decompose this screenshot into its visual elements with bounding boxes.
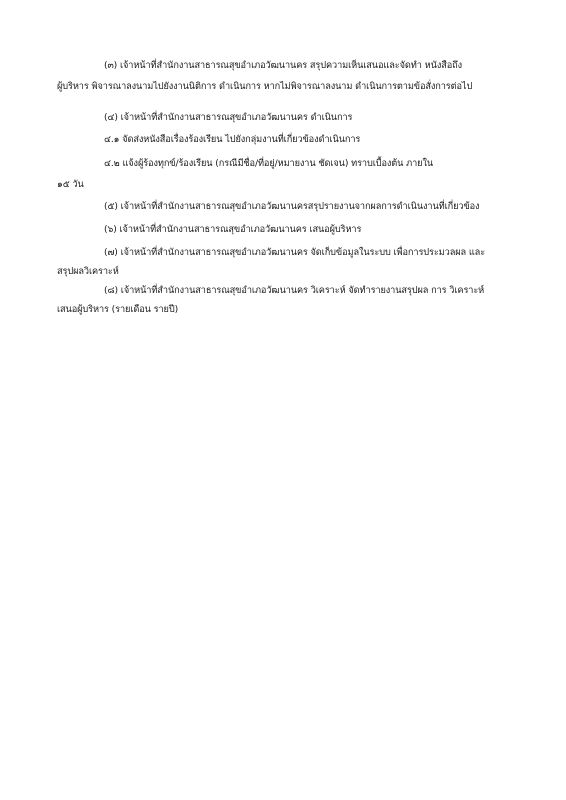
item-4-1: ๔.๑ จัดส่งหนังสือเรื่องร้องเรียน ไปยังกลุ่มงานที่เกี่ยวข้องดำเนินการ — [104, 134, 361, 145]
paragraph-8-line-1: (๘) เจ้าหน้าที่สำนักงานสาธารณสุขอำเภอวัฒนานคร วิเคราะห์ จัดทำรายงานสรุปผล การ วิเคราะห์ — [104, 285, 485, 296]
item-4-2-line-2: ๑๕ วัน — [57, 179, 84, 190]
item-4-2-line-1: ๔.๒ แจ้งผู้ร้องทุกข์/ร้องเรียน (กรณีมีชื่อ/ที่อยู่/หมายงาน ชัดเจน) ทราบเบื้องต้น ภายใน — [104, 158, 434, 169]
paragraph-5: (๕) เจ้าหน้าที่สำนักงานสาธารณสุขอำเภอวัฒนานครสรุปรายงานจากผลการดำเนินงานที่เกี่ยวข้อง — [104, 201, 480, 212]
paragraph-6: (๖) เจ้าหน้าที่สำนักงานสาธารณสุขอำเภอวัฒนานคร เสนอผู้บริหาร — [104, 224, 362, 235]
paragraph-7-line-2: สรุปผลวิเคราะห์ — [57, 266, 119, 277]
paragraph-4: (๔) เจ้าหน้าที่สำนักงานสาธารณสุขอำเภอวัฒนานคร ดำเนินการ — [104, 112, 353, 123]
paragraph-7-line-1: (๗) เจ้าหน้าที่สำนักงานสาธารณสุขอำเภอวัฒนานคร จัดเก็บข้อมูลในระบบ เพื่อการประมวลผล และ — [104, 247, 486, 258]
paragraph-8-line-2: เสนอผู้บริหาร (รายเดือน รายปี) — [57, 304, 179, 315]
paragraph-3-line-1: (๓) เจ้าหน้าที่สำนักงานสาธารณสุขอำเภอวัฒนานคร สรุปความเห็นเสนอและจัดทำ หนังสือถึง — [104, 60, 462, 71]
paragraph-3-line-2: ผู้บริหาร พิจารณาลงนามไปยังงานนิติการ ดำเนินการ หากไม่พิจารณาลงนาม ดำเนินการตามข้อสั่งการต่อไป — [57, 81, 473, 92]
